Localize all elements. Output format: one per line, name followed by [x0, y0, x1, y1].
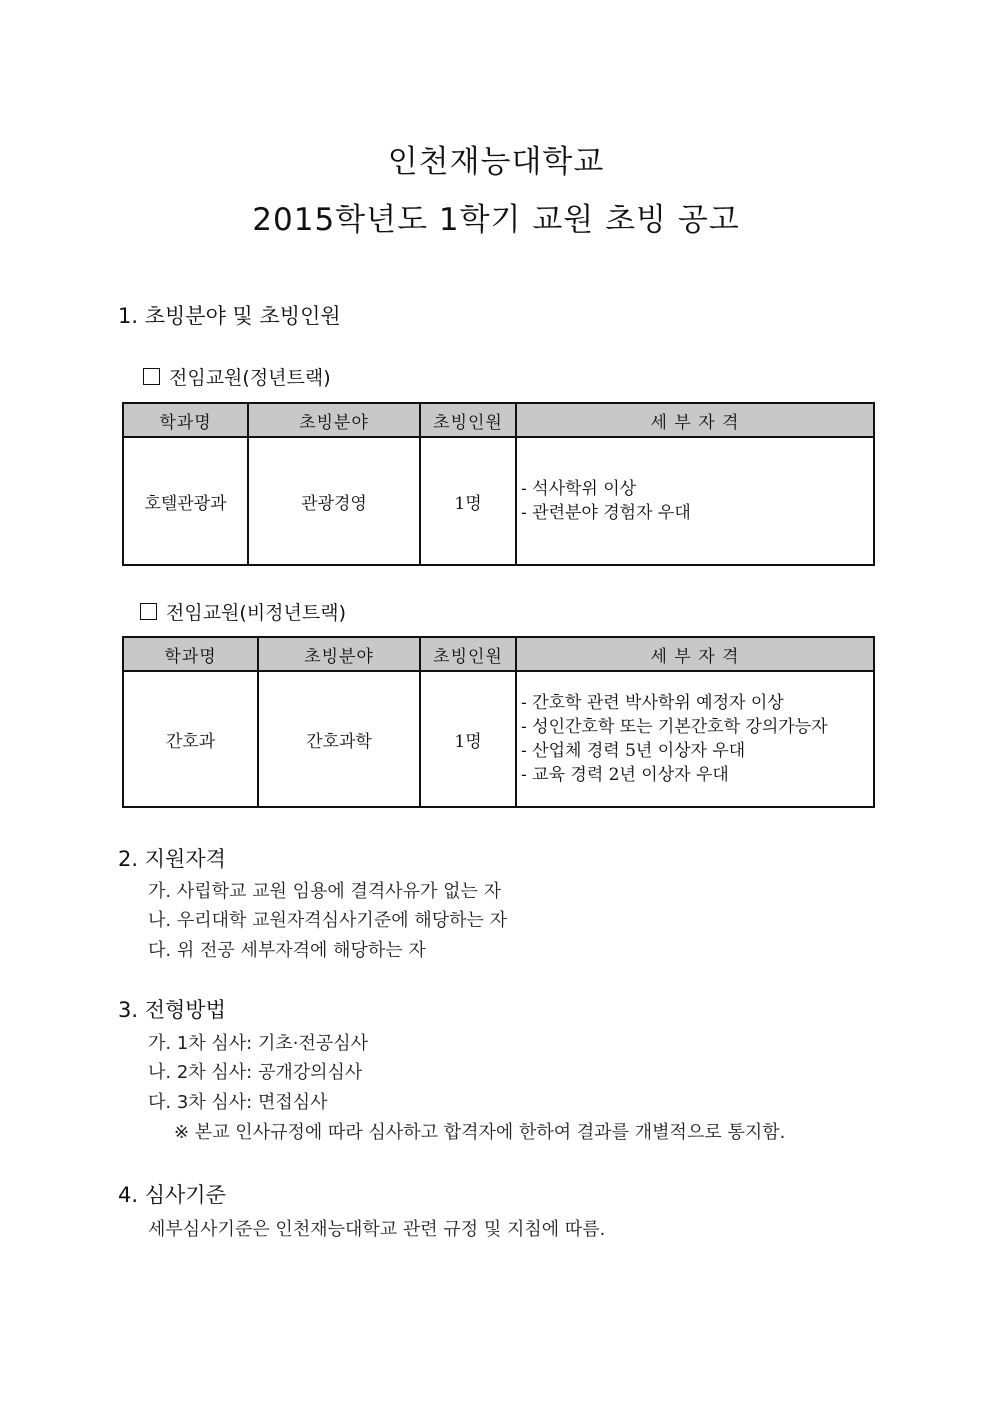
detail-line: - 간호학 관련 박사학위 예정자 이상 [521, 693, 784, 713]
cell-details [516, 437, 874, 565]
table-non-tenure-track [122, 636, 875, 808]
col-header-dept: 학과명 [123, 637, 258, 671]
doc-title: 인천재능대학교 [387, 144, 605, 180]
cell-details [516, 671, 874, 807]
col-header-dept: 학과명 [123, 403, 248, 437]
col-header-details: 세 부 자 격 [516, 637, 874, 671]
detail-line: - 산업체 경력 5년 이상자 우대 [521, 741, 746, 761]
cell-field: 관광경영 [248, 437, 420, 565]
checkbox-square-icon [143, 368, 160, 385]
section1-heading: 1. 초빙분야 및 초빙인원 [118, 304, 341, 328]
detail-line: - 성인간호학 또는 기본간호학 강의가능자 [521, 717, 828, 737]
eligibility-item: 다. 위 전공 세부자격에 해당하는 자 [148, 940, 426, 961]
eligibility-item: 나. 우리대학 교원자격심사기준에 해당하는 자 [148, 910, 507, 931]
table1-label: 전임교원(정년트랙) [169, 367, 331, 389]
cell-count: 1명 [420, 437, 516, 565]
col-header-details: 세 부 자 격 [516, 403, 874, 437]
screening-note: ※ 본교 인사규정에 따라 심사하고 합격자에 한하여 결과를 개별적으로 통지함. [174, 1122, 786, 1143]
cell-dept: 간호과 [123, 671, 258, 807]
detail-line: - 관련분야 경험자 우대 [521, 503, 691, 523]
section3-heading: 3. 전형방법 [118, 998, 226, 1022]
table2-label-row [140, 598, 346, 625]
cell-count: 1명 [420, 671, 516, 807]
cell-dept: 호텔관광과 [123, 437, 248, 565]
col-header-count: 초빙인원 [420, 403, 516, 437]
doc-subtitle: 2015학년도 1학기 교원 초빙 공고 [252, 202, 740, 238]
screening-item: 가. 1차 심사: 기초·전공심사 [148, 1033, 369, 1054]
table2-label: 전임교원(비정년트랙) [166, 602, 347, 624]
section4-heading: 4. 심사기준 [118, 1183, 226, 1207]
section2-heading: 2. 지원자격 [118, 847, 226, 871]
checkbox-square-icon [140, 603, 157, 620]
cell-field: 간호과학 [258, 671, 420, 807]
table1-label-row [143, 363, 331, 390]
criteria-text: 세부심사기준은 인천재능대학교 관련 규정 및 지침에 따름. [148, 1219, 606, 1240]
table-tenure-track [122, 402, 875, 566]
detail-line: - 교육 경력 2년 이상자 우대 [521, 765, 729, 785]
col-header-field: 초빙분야 [248, 403, 420, 437]
eligibility-item: 가. 사립학교 교원 임용에 결격사유가 없는 자 [148, 881, 502, 902]
detail-line: - 석사학위 이상 [521, 479, 637, 499]
screening-item: 다. 3차 심사: 면접심사 [148, 1092, 328, 1113]
screening-item: 나. 2차 심사: 공개강의심사 [148, 1062, 363, 1083]
col-header-field: 초빙분야 [258, 637, 420, 671]
col-header-count: 초빙인원 [420, 637, 516, 671]
